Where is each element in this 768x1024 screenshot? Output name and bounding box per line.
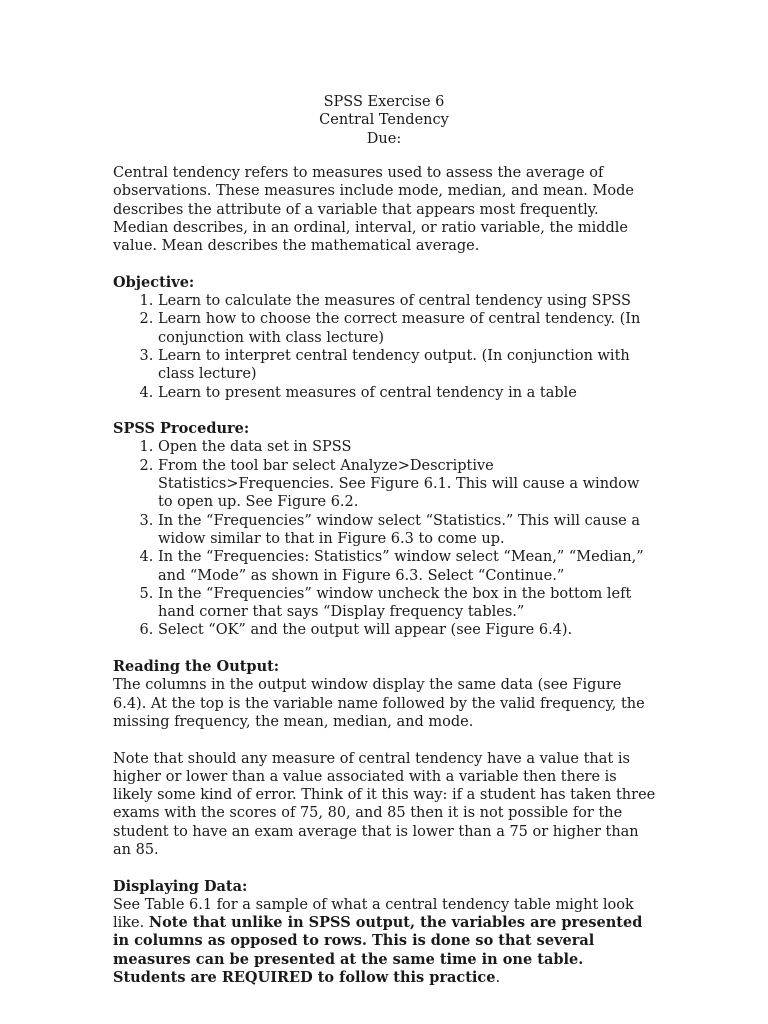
spacer — [113, 402, 658, 420]
objective-item: 3. Learn to interpret central tendency output. (In conjunction with class lecture) — [158, 347, 658, 384]
due-line: Due: — [366, 130, 402, 147]
reading-heading: Reading the Output: — [113, 658, 280, 676]
exercise-title: SPSS Exercise 6 — [323, 94, 445, 110]
displaying-paragraph — [113, 896, 658, 987]
objective-list — [113, 292, 658, 402]
objective-item: 2. Learn how to choose the correct measure of central tendency. (In conjunction with class lecture) — [158, 310, 658, 347]
exercise-subtitle: Central Tendency — [319, 112, 449, 129]
procedure-item: 5. In the “Frequencies” window uncheck the box in the bottom left hand corner that says “Display frequency tables.” — [158, 585, 658, 622]
document-body — [113, 164, 658, 987]
objective-item: 4. Learn to present measures of central tendency in a table — [158, 384, 658, 402]
procedure-item: 4. In the “Frequencies: Statistics” window select “Mean,” “Median,” and “Mode” as shown in Figure 6.3. Select “Continue.” — [158, 548, 658, 585]
procedure-heading: SPSS Procedure: — [113, 420, 250, 438]
reading-paragraph-2: Note that should any measure of central tendency have a value that is higher or lower than a value associated with a variable then there is likely some kind of error. Think of it this way: if a student has taken three exams with the scores of 75, 80, and 85 then it is not possible for the student to have an exam average that is lower than a 75 or higher than an 85. — [113, 750, 656, 858]
spacer — [113, 255, 658, 273]
procedure-item: 3. In the “Frequencies” window select “Statistics.” This will cause a widow similar to that in Figure 6.3 to come up. — [158, 512, 658, 549]
displaying-text: See Table 6.1 for a sample of what a central tendency table might look like. — [113, 896, 634, 932]
displaying-heading: Displaying Data: — [113, 877, 248, 895]
spacer — [113, 640, 658, 658]
reading-paragraph-1: The columns in the output window display the same data (see Figure 6.4). At the top is the variable name followed by the valid frequency, the missing frequency, the mean, median, and mode. — [113, 677, 645, 730]
objective-heading: Objective: — [113, 273, 195, 291]
procedure-item: 6. Select “OK” and the output will appear (see Figure 6.4). — [158, 621, 658, 639]
procedure-list — [113, 438, 658, 639]
displaying-end: . — [495, 970, 501, 987]
spacer — [113, 859, 658, 877]
intro-paragraph: Central tendency refers to measures used to assess the average of observations. These measures include mode, median, and mean. Mode describes the attribute of a variable that appears most frequently. Median describes, in an ordinal, interval, or ratio variable, the middle value. Mean describes the mathematical average. — [113, 165, 634, 255]
displaying-emphasis: Note that unlike in SPSS output, the variables are presented in columns as opposed to rows. This is done so that several measures can be presented at the same time in one table. Students are REQUIRED to follow this practice — [113, 914, 643, 987]
procedure-item: 2. From the tool bar select Analyze>Descriptive Statistics>Frequencies. See Figure 6.1. This will cause a window to open up. See Figure 6.2. — [158, 457, 658, 512]
procedure-item: 1. Open the data set in SPSS — [158, 438, 658, 456]
document-title-block — [0, 93, 768, 148]
spacer — [113, 731, 658, 749]
objective-item: 1. Learn to calculate the measures of central tendency using SPSS — [158, 292, 658, 310]
